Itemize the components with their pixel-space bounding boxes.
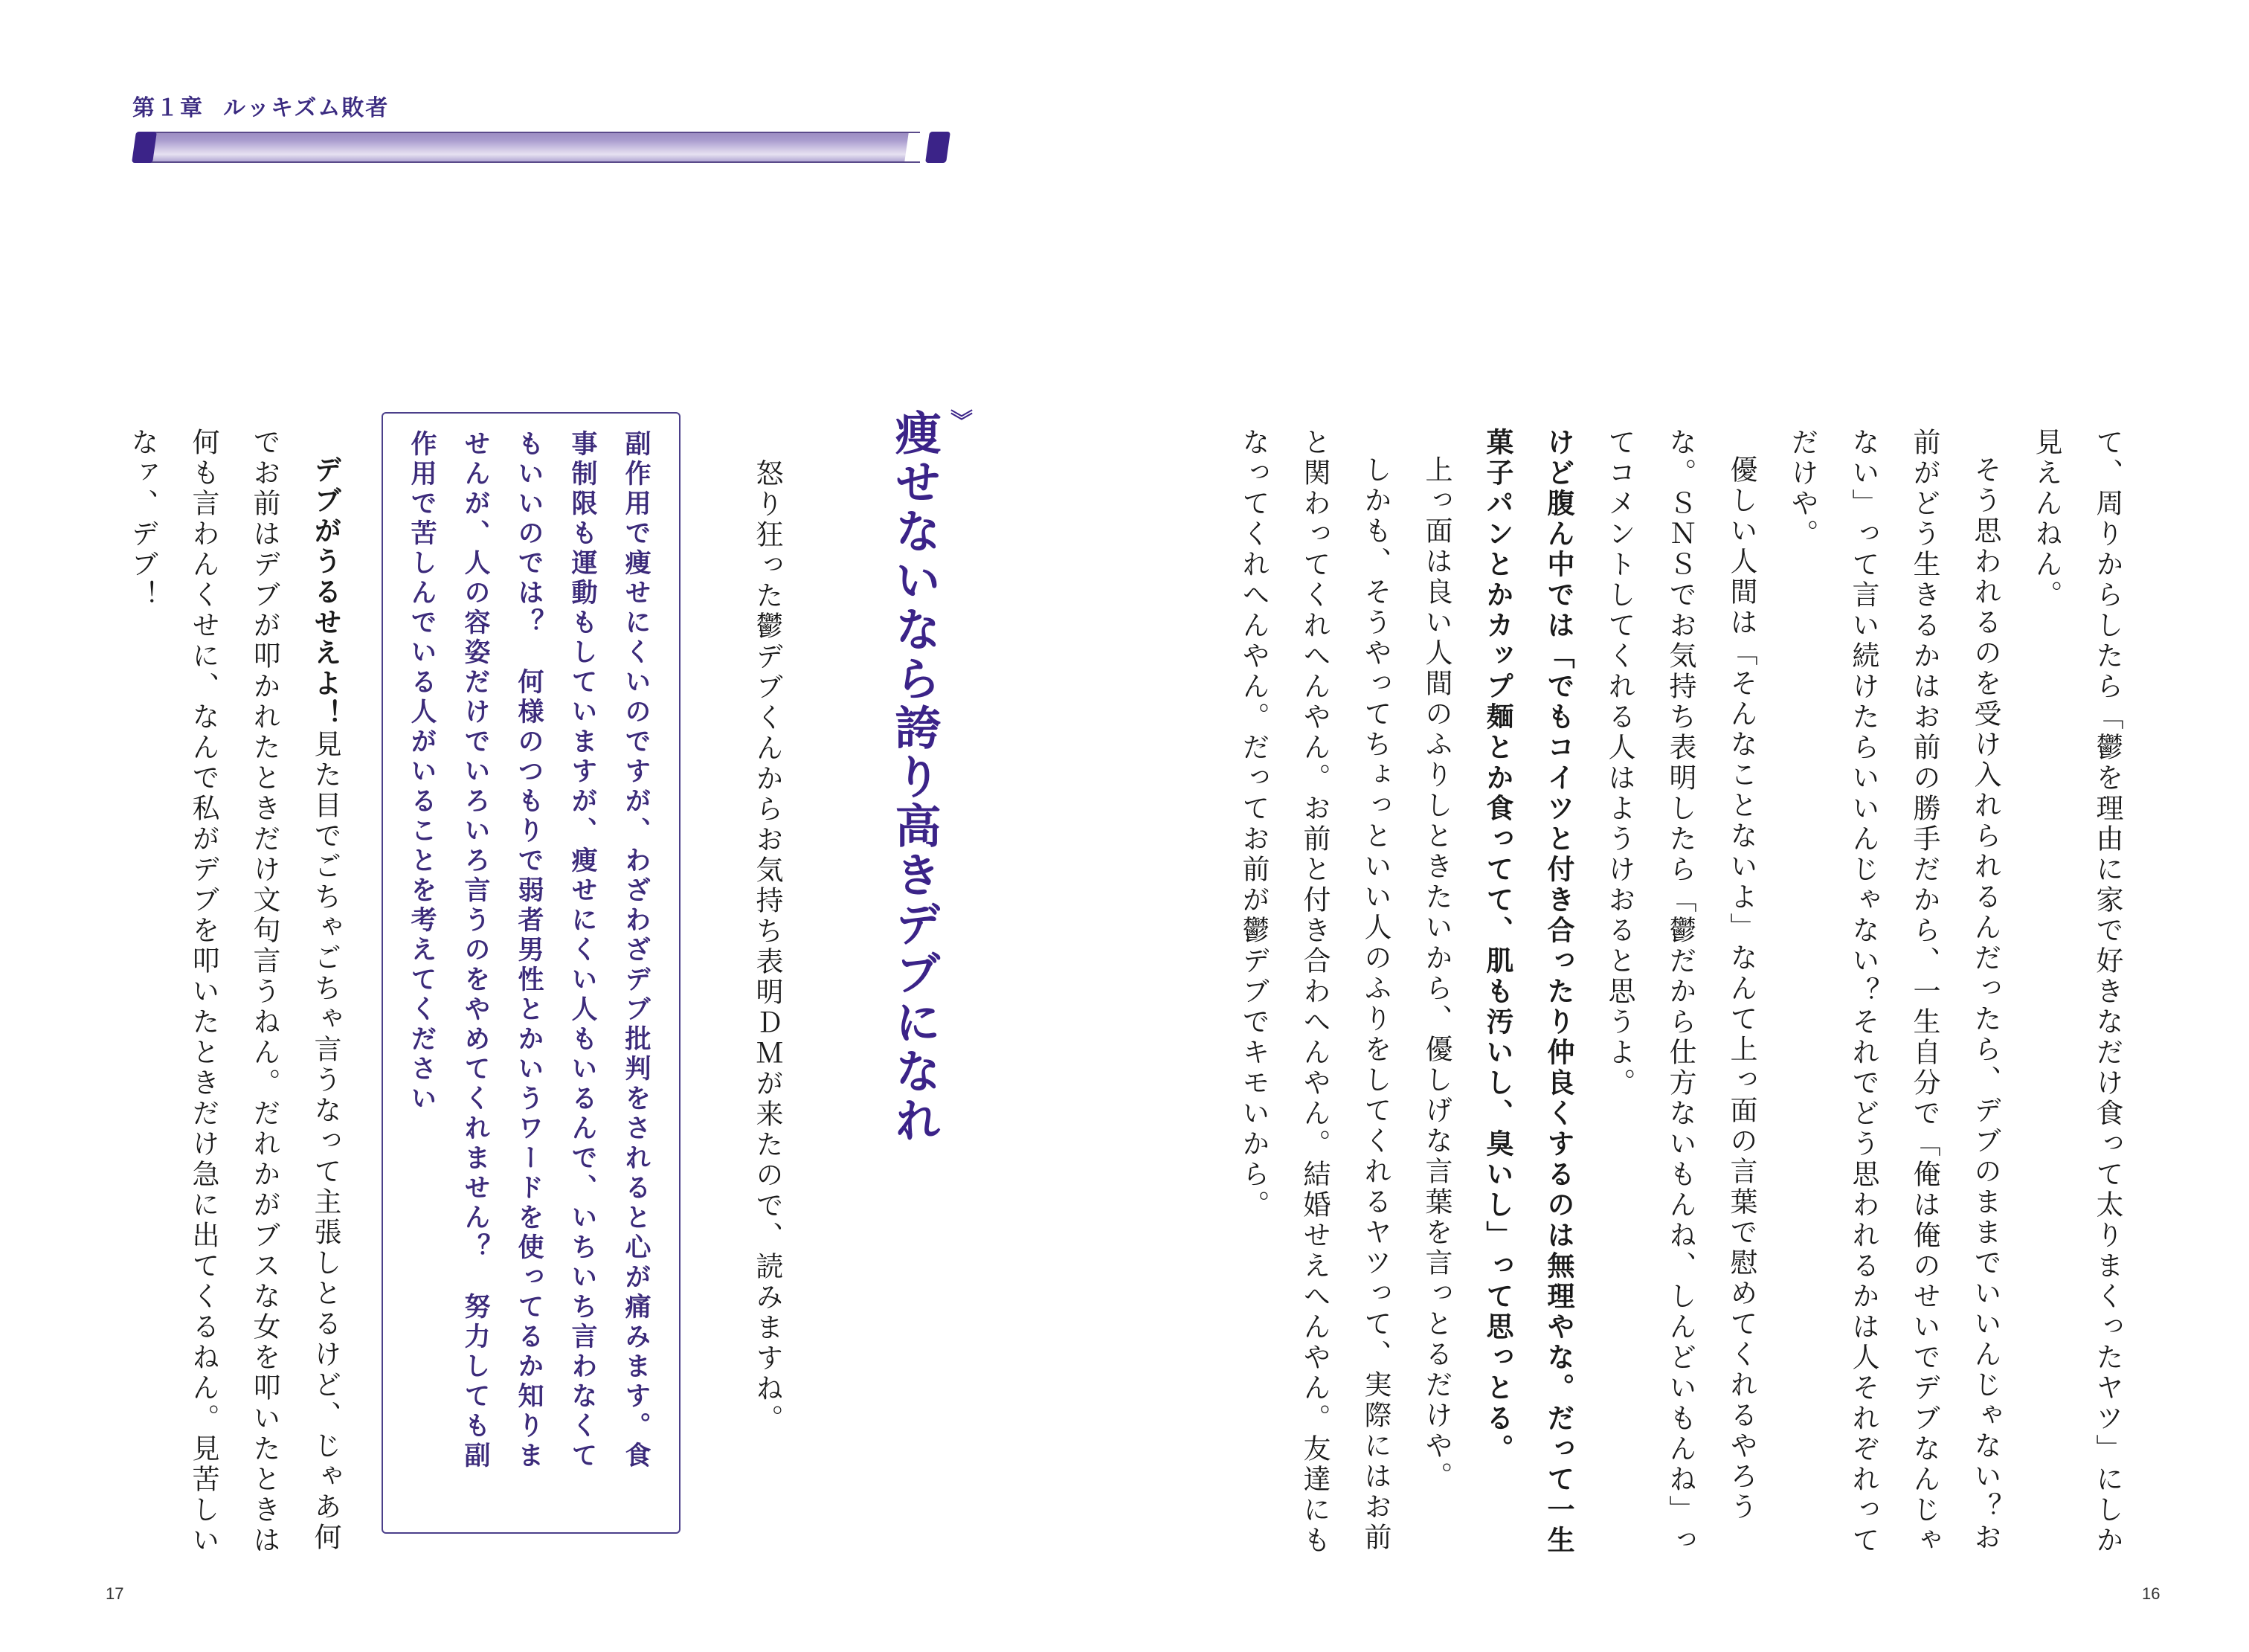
paragraph xyxy=(1772,428,2015,1573)
chapter-title: ルッキズム敗者 xyxy=(223,95,390,121)
paragraph-text: て、周りからしたら「鬱を理由に家で好きなだけ食って太りまくったヤツ」にしか見えんねん。 xyxy=(2030,428,2123,1556)
paragraph-text: 優しい人間は「そんなことないよ」なんて上っ面の言葉で慰めてくれるやろうな。ＳＮＳでお気持ち表明したら「鬱だから仕方ないもんね、しんどいもんね」ってコメントしてくれる人はようけおると思うよ。 xyxy=(1603,428,1757,1556)
right-page-body xyxy=(1223,428,2137,1573)
dm-quote-text: 副作用で痩せにくいのですが、わざわざデブ批判をされると心が痛みます。食事制限も運動もしていますが、痩せにくい人もいるんで、いちいち言わなくてもいいのでは？ 何様のつもりで弱者男性とかいうワードを使ってるか知りませんが、人の容姿だけでいろいろ言うのをやめてくれません？ 努力しても副作用で苦しんでいる人がいることを考えてください xyxy=(407,430,651,1471)
paragraph xyxy=(2015,428,2137,1573)
chapter-header-bar xyxy=(134,132,948,163)
chapter-number: 第１章 xyxy=(132,95,204,121)
header-bar-gap xyxy=(904,133,927,161)
bold-lead: デブがうるせえよ！ xyxy=(309,455,341,730)
section-heading xyxy=(881,409,970,1376)
paragraph xyxy=(736,431,797,1547)
paragraph-text: 怒り狂った鬱デブくんからお気持ち表明ＤＭが来たので、読みますね。 xyxy=(751,459,783,1435)
page-number-left: 17 xyxy=(106,1584,124,1603)
paragraph xyxy=(1223,428,1406,1573)
paragraph-text: しかも、そうやってちょっといい人のふりをしてくれるヤツって、実際にはお前と関わってくれへんやん。お前と付き合わへんやん。結婚せえへんやん。友達にもなってくれへんやん。だってお前が鬱デブでキモいから。 xyxy=(1238,428,1391,1556)
paragraph-text: そう思われるのを受け入れられるんだったら、デブのままでいいんじゃない？お前がどう生きるかはお前の勝手だから、一生自分で「俺は俺のせいでデブなんじゃない」って言い続けたらいいんじゃない？それでどう思われるかは人それぞれってだけや。 xyxy=(1786,428,2001,1556)
header-bar-tube xyxy=(147,132,920,163)
paragraph xyxy=(1589,428,1772,1573)
intro-paragraph xyxy=(736,431,797,1547)
section-title-text: 痩せないなら誇り高きデブになれ xyxy=(887,409,942,1145)
chapter-running-head xyxy=(132,89,389,122)
header-bar-cap-left xyxy=(132,132,157,163)
header-bar-cap-right xyxy=(925,132,950,163)
dm-quote-box xyxy=(382,412,681,1534)
response-paragraph xyxy=(112,428,355,1573)
bold-text: けど腹ん中では「でもコイツと付き合ったり仲良くするのは無理やな。だって一生菓子パンとかカップ麺とか食ってて、肌も汚いし、臭いし」って思っとる。 xyxy=(1481,428,1574,1556)
paragraph-emphasis xyxy=(1467,428,1589,1573)
paragraph xyxy=(1406,428,1467,1573)
left-page-body xyxy=(112,428,355,1573)
triple-chevron-icon: ︾ xyxy=(946,409,972,427)
page-number-right: 16 xyxy=(2142,1584,2160,1603)
response-text: 見た目でごちゃごちゃ言うなって主張しとるけど、じゃあ何でお前はデブが叩かれたときだけ文句言うねん。だれかがブスな女を叩いたときは何も言わんくせに、なんで私がデブを叩いたときだけ急に出てくるねん。見苦しいなァ、デブ！ xyxy=(126,428,341,1556)
paragraph-text: 上っ面は良い人間のふりしときたいから、優しげな言葉を言っとるだけや。 xyxy=(1420,455,1452,1492)
